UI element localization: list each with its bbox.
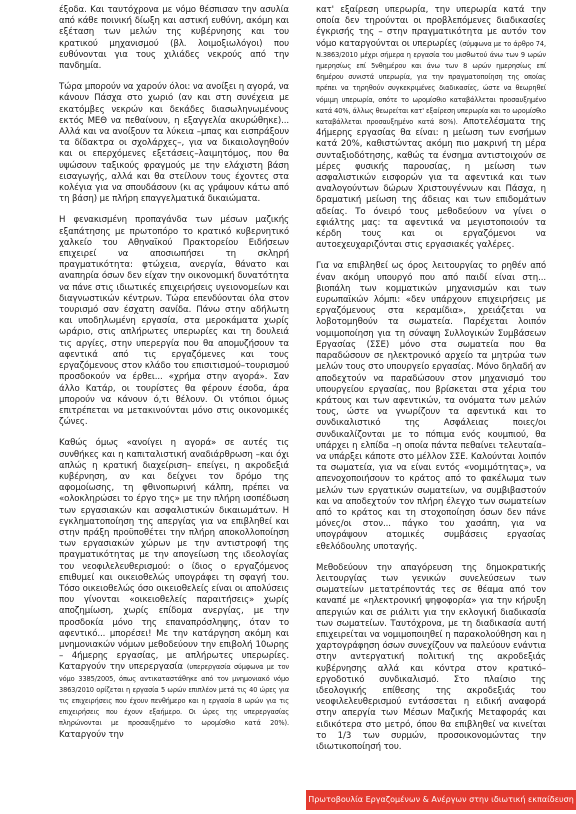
right-paragraph-3: Μεθοδεύουν την απαγόρευση της δημοκρατικής λειτουργίας των γενικών συνελεύσεων των σωματείων μετατρέποντάς τες σε θέαμα από τον καναπέ με «ηλεκτρονική ψηφοφορία» για την κήρυξη απεργιών και σε ριάλιτι για την εκλογική διαδικασία των σωματείων. Ταυτόχρονα, με τη διαδικασία αυτή επιχειρείται να νομιμοποιηθεί η παρακολούθηση και η χαρτογράφηση όσων συνεχίζουν να παλεύουν ενάντια στην αντεργατική πολιτική της ακροδεξιάς κυβέρνησης αλλά και κόντρα στον κρατικό–εργοδοτικό συνδικαλισμό. Στο πλαίσιο της ιδεολογικής επίθεσης της ακροδεξιάς του νεοφιλελευθερισμού εντάσσεται η ειδική αναφορά στην απεργία των Μέσων Μαζικής Μεταφοράς και ειδικότερα στο μετρό, όπου θα επιβληθεί να κινείται το 1/3 των συρμών, προσοικονομώντας την ιδιωτικοποίησή του.: [316, 562, 546, 752]
left-paragraph-1: έξοδα. Και ταυτόχρονα με νόμο θέσπισαν την ασυλία από κάθε ποινική δίωξη και αστική ευθύνη, ακόμη και εξέταση των μελών της κυβέρνησης και του κρατικού μηχανισμού (βλ. λοιμοξιωλόγοι) που ευθύνονται για τους χιλιάδες νεκρούς από την πανδημία.: [59, 5, 289, 72]
left-paragraph-3: Η φενακισμένη προπαγάνδα των μέσων μαζικής εξαπάτησης με πρωτοπόρο το κρατικό κυβερνητικό χαλκείο του Αθηναϊκού Πρακτορείου Ειδήσεων επιχειρεί να αποσιωπήσει τη σκληρή πραγματικότητα: φτώχεια, ανεργία, θάνατο και αναπηρία όσων δεν είχαν την οικονομική δυνατότητα να πάνε στις ιδιωτικές επιχειρήσεις υγειονομείων και διαγνωστικών κέντρων. Τώρα επενδύονται όλα στον τουρισμό σαν έσχατη σανίδα. Πάνω στην αδήλωτη και υποδηλωμένη εργασία, στα μεροκάματα χωρίς ωράριο, στις απλήρωτες υπερωρίες και τη δουλειά τις αργίες, στην υπερεργία που θα απομυζήσουν τα αφεντικά από τις εργαζόμενες και τους εργαζόμενους στον κλάδο του επισιτισμού–τουρισμού προσδοκούν να έρθει... «χρήμα στην αγορά». Σαν άλλο Κατάρ, οι τουρίστες θα φέρουν έσοδα, άρα μπορούν να κάνουν ό,τι θέλουν. Οι ντόπιοι όμως επιτρέπεται να μετακινούνται μόνο στις οικονομικές ζώνες.: [59, 215, 289, 428]
right-paragraph-2: Για να επιβληθεί ως όρος λειτουργίας το ρηθέν από έναν ακόμη υπουργό που από παιδί είναι στη... βιοπάλη των κομματικών μηχανισμών και των ευρωπαϊκών λόμπι: «δεν υπάρχουν επιχειρήσεις με εργαζόμενους στα κεραμίδια», χρειάζεται να λοβοτομηθούν τα σωματεία. Παρέχεται λοιπόν νομιμοποίηση για τη σύναψη Συλλογικών Συμβάσεων Εργασίας (ΣΣΕ) μόνο στα σωματεία που θα παραδώσουν σε ηλεκτρονικό αρχείο τα μητρώα των μελών τους στο υπουργείο εργασίας. Μόνο δηλαδή αν αποδεχτούν να παραδώσουν στον μηχανισμό του υπουργείου εργασίας, που βρίσκεται στα χέρια του κράτους και των αφεντικών, τα ονόματα των μελών τους, ώστε να γνωρίζουν τα αφεντικά και το συνδικαλιστικό της Ασφάλειας ποιες/οι συνδικαλίζονται με το πόπιμα ενός κουμπιού, θα υπάρχει η ελπίδα –η οποία πάντα πεθαίνει τελευταία– να υπάρξει κάποτε στο μέλλον ΣΣΕ. Καλούνται λοιπόν τα σωματεία, για να είναι εντός «νομιμότητας», να απενοχοποιήσουν το κράτος από το φακέλωμα των μελών των εργατικών σωματείων, να συμβιβαστούν και να αποδεχτούν τον πλήρη έλεγχο των σωματείων από το κράτος και τη στοχοποίηση όσων δεν πάνε μόνες/οι στον... πάγκο του χασάπη, για να υπογράψουν ατομικές συμβάσεις εργασίας εθελόδουλης υποταγής.: [316, 261, 546, 552]
right-paragraph-1-main: κατ' εξαίρεση υπερωρία, την υπερωρία κατά την οποία δεν τηρούνται οι προβλεπόμενες διαδικασίες έγκρισής της – στην πραγματικότητα με αυτόν τον νόμο καταργούνται οι υπερωρίες: [316, 5, 546, 49]
footer-banner: Πρωτοβουλία Εργαζομένων & Ανέργων στην ιδιωτική εκπαίδευση: [306, 790, 576, 810]
left-paragraph-4-note: (υπερεργασία σύμφωνα με τον νόμο 3385/2005, όπως αντικαταστάθηκε από τον μνημονιακό νόμο 3863/2010 ορίζεται η εργασία 5 ωρών επιπλέον μετά τις 40 ώρες για τις επιχειρήσεις που έχουν πενθήμερο και η εργασία 8 ωρών για τις επιχειρήσεις που έχουν εξαήμερο. Οι ώρες της υπερεργασίας πληρώνονται με προσαυξημένο το ωρομίσθιο κατά 20%).: [59, 663, 289, 728]
left-paragraph-4-tail: Καταργούν την: [59, 729, 124, 740]
left-column: [59, 5, 289, 749]
right-column: [316, 5, 546, 763]
right-paragraph-1-tail: Αποτελέσματα της 4ήμερης εργασίας θα είναι: η μείωση των ενσήμων κατά 20%, καθιστώντας ακόμη πιο μακρινή τη μέρα συνταξιοδότησης, καθώς τα ένσημα αντιστοιχούν σε μέρες φυσικής παρουσίας, η μείωση των ασφαλιστικών εισφορών για τα αφεντικά και των αναλογούντων δώρων Χριστουγέννων και Πάσχα, η δραματική μείωση της άδειας και των επιδομάτων αδείας. Το όνειρό τους μεθοδεύουν να γίνει ο εφιάλτης μας: τα αφεντικά να μεγιστοποιούν τα κέρδη τους και οι εργαζόμενοι να αυτοεχευχαριζόνται στις εργασιακές γαλέρες.: [316, 117, 546, 251]
left-paragraph-4: [59, 438, 289, 740]
right-paragraph-1: [316, 5, 546, 251]
right-paragraph-1-note: (σύμφωνα με το άρθρο 74, Ν.3863/2010 μέχρι σήμερα η εργασία του μισθωτού άνω των 9 ωρών ημερησίως επί 5νθημέρου και άνω των 8 ωρών ημερησίως επί 6ημέρου συνιστά υπερωρία, για την πραγματοποίηση της οποίας πρέπει να τηρηθούν συγκεκριμένες διαδικασίες, ώστε να θεωρηθεί νόμιμη υπερωρία, οπότε το ωρομίσθιο καταβάλλεται προσαυξημένο κατά 40%, άλλως θεωρείται κατ' εξαίρεση υπερωρία και το ωρομίσθιο καταβάλλεται προσαυξημένο κατά 80%).: [316, 39, 546, 127]
left-paragraph-4-main: Καθώς όμως «ανοίγει η αγορά» σε αυτές τις συνθήκες και η καπιταλιστική αναδιάρθρωση –και όχι απλώς η κρατική διαχείριση– επείγει, η ακροδεξιά κυβέρνηση, αν και δείχνει τον δρόμο της αφομοίωσης, τη φθινοπωρινή κάλπη, πρέπει να «ολοκληρώσει το έργο της» με την πλήρη ισοπέδωση των εργασιακών και ασφαλιστικών δικαιωμάτων. Η εγκληματοποίηση της απεργίας για να επιβληθεί και στην πράξη προϋποθέτει την πλήρη αποκολλοποίηση των εργασιακών χώρων με την αντιστροφή της πραγματικότητας με την απογείωση της ιδεολογίας του νεοφιλελευθερισμού: ο ίδιος ο εργαζόμενος επιθυμεί και οικειοθελώς υπογράφει τη σφαγή του. Τόσο οικειοθελώς όσο οικειοθελείς είναι οι απολύσεις που γίνονται «οικειοθελείς παραιτήσεις» χωρίς αποζημίωση, χωρίς επίδομα ανεργίας, με την προσδοκία μόνο της επαναπρόσληψης, όταν το αφεντικό... μπορέσει! Με την κατάργηση ακόμη και μνημονιακών νόμων μεθοδεύουν την επιβολή 10ωρης – 4ήμερης εργασίας, με απλήρωτες υπερωρίες. Καταργούν την υπερεργασία: [59, 438, 289, 673]
left-paragraph-2: Τώρα μπορούν να χαρούν όλοι: να ανοίξει η αγορά, να κάνουν Πάσχα στο χωριό (αν και στη συνέχεια με εκατόμβες νεκρών και δεκάδες διασωληνωμένους εκτός ΜΕΘ να πεθαίνουν, η εξαγγελία ακυρώθηκε)... Αλλά και να ανοίξουν τα λύκεια –μπας και εισπράξουν τα δίδακτρα οι σχολάρχες–, για να δικαιολογηθούν και οι επερχόμενες εξετάσεις–λαιμητόμος, που θα υψώσουν ταξικούς φραγμούς με την ελάχιστη βάση εισαγωγής, αλλά και θα στείλουν τους έχοντες στα κολέγια για να σπουδάσουν (κι ας γράψουν κάτω από τη βάση) με πλήρη επαγγελματικά δικαιώματα.: [59, 82, 289, 205]
